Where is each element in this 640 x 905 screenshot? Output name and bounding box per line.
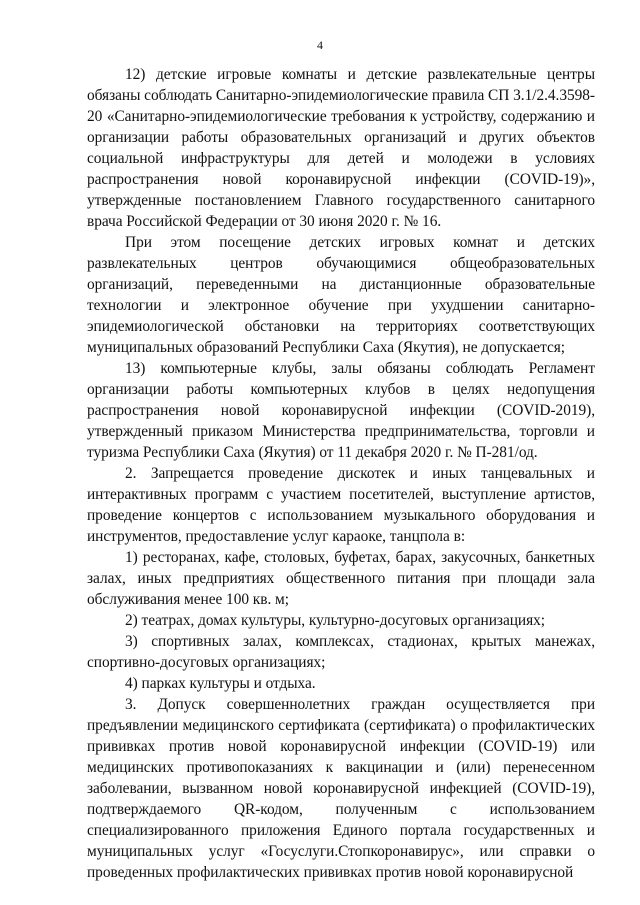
paragraph-section-2-item-3: 3) спортивных залах, комплексах, стадионах, крытых манежах, спортивно-досуговых организациях; bbox=[87, 633, 595, 671]
paragraph-section-3: 3. Допуск совершеннолетних граждан осуществляется при предъявлении медицинского сертификата (сертификата) о профилактических прививках против новой коронавирусной инфекции (COVID-19) или медицинских противопоказаниях к вакцинации и (или) перенесенном заболевании, вызванном новой коронавирусной инфекцией (COVID-19), подтверждаемого QR-кодом, полученным с использованием специализированного приложения Единого портала государственных и муниципальных услуг «Госуслуги.Стопкоронавирус», или справки о проведенных профилактических прививках против новой коронавирусной bbox=[87, 696, 595, 881]
document-body bbox=[87, 64, 595, 883]
paragraph-section-2-item-1: 1) ресторанах, кафе, столовых, буфетах, барах, закусочных, банкетных залах, иных предприятиях общественного питания при площади зала обслуживания менее 100 кв. м; bbox=[87, 549, 595, 608]
paragraph-children-rooms-restriction: При этом посещение детских игровых комнат и детских развлекательных центров обучающимися общеобразовательных организаций, переведенными на дистанционные образовательные технологии и электронное обучение при ухудшении санитарно-эпидемиологической обстановки на территориях соответствующих муниципальных образований Республики Саха (Якутия), не допускается; bbox=[87, 234, 595, 356]
page-number: 4 bbox=[317, 38, 323, 52]
paragraph-section-2-item-4: 4) парках культуры и отдыха. bbox=[125, 675, 316, 692]
paragraph-section-2-item-2: 2) театрах, домах культуры, культурно-досуговых организациях; bbox=[125, 612, 546, 629]
paragraph-item-13: 13) компьютерные клубы, залы обязаны соблюдать Регламент организации работы компьютерных клубов в целях недопущения распространения новой коронавирусной инфекции (COVID-2019), утвержденный приказом Министерства предпринимательства, торговли и туризма Республики Саха (Якутия) от 11 декабря 2020 г. № П-281/од. bbox=[87, 360, 595, 461]
paragraph-item-12: 12) детские игровые комнаты и детские развлекательные центры обязаны соблюдать Санитарно-эпидемиологические правила СП 3.1/2.4.3598-20 «Санитарно-эпидемиологические требования к устройству, содержанию и организации работы образовательных организаций и других объектов социальной инфраструктуры для детей и молодежи в условиях распространения новой коронавирусной инфекции (COVID-19)», утвержденные постановлением Главного государственного санитарного врача Российской Федерации от 30 июня 2020 г. № 16. bbox=[87, 66, 595, 230]
paragraph-section-2: 2. Запрещается проведение дискотек и иных танцевальных и интерактивных программ с участием посетителей, выступление артистов, проведение концертов с использованием музыкального оборудования и инструментов, предоставление услуг караоке, танцпола в: bbox=[87, 465, 595, 545]
